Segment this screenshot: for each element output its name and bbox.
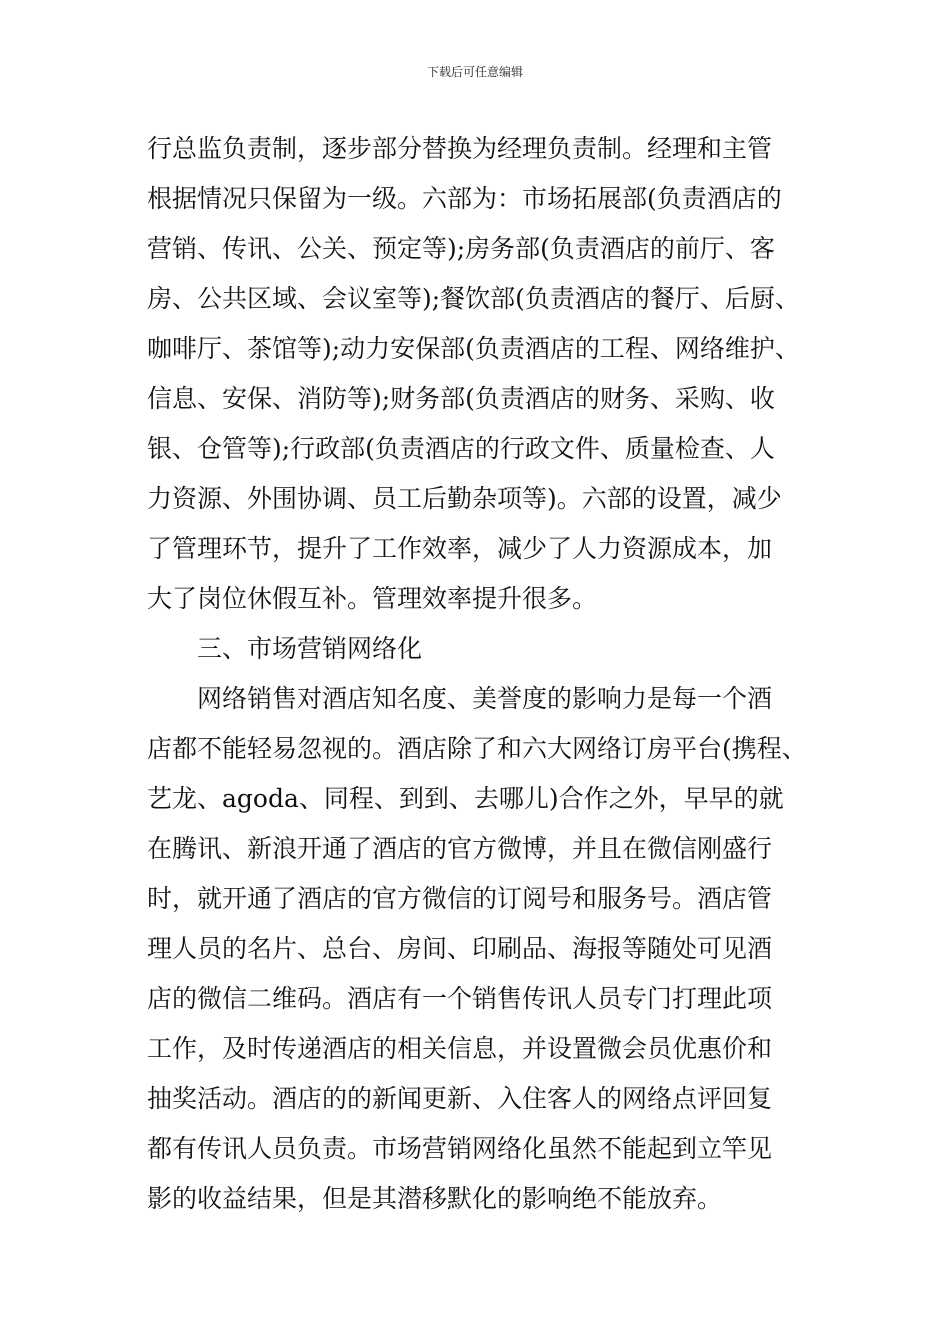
text-line: 信息、安保、消防等);财务部(负责酒店的财务、采购、收 xyxy=(147,384,775,413)
text-line: 房、公共区域、会议室等);餐饮部(负责酒店的餐厅、后厨、 xyxy=(147,284,800,313)
text-line: 时，就开通了酒店的官方微信的订阅号和服务号。酒店管 xyxy=(147,884,773,913)
text-line: 营销、传讯、公关、预定等);房务部(负责酒店的前厅、客 xyxy=(147,234,775,263)
section-heading: 三、市场营销网络化 xyxy=(197,634,423,663)
paragraph-first-line: 网络销售对酒店知名度、美誉度的影响力是每一个酒 xyxy=(197,684,773,713)
text-line: 了管理环节，提升了工作效率，减少了人力资源成本，加 xyxy=(147,534,773,563)
text-line: 工作，及时传递酒店的相关信息，并设置微会员优惠价和 xyxy=(147,1034,773,1063)
text-line: 咖啡厅、茶馆等);动力安保部(负责酒店的工程、网络维护、 xyxy=(147,334,800,363)
text-line: 在腾讯、新浪开通了酒店的官方微博，并且在微信刚盛行 xyxy=(147,834,773,863)
text-line: 理人员的名片、总台、房间、印刷品、海报等随处可见酒 xyxy=(147,934,773,963)
document-body xyxy=(147,124,815,1224)
text-line: 大了岗位休假互补。管理效率提升很多。 xyxy=(147,584,598,613)
page-header: 下载后可任意编辑 xyxy=(426,65,523,79)
text-line: 影的收益结果，但是其潜移默化的影响绝不能放弃。 xyxy=(147,1184,723,1213)
text-line: 艺龙、agoda、同程、到到、去哪儿)合作之外，早早的就 xyxy=(147,784,784,813)
text-line: 抽奖活动。酒店的的新闻更新、入住客人的网络点评回复 xyxy=(147,1084,773,1113)
text-line: 力资源、外围协调、员工后勤杂项等)。六部的设置，减少 xyxy=(147,484,782,513)
text-line: 行总监负责制，逐步部分替换为经理负责制。经理和主管 xyxy=(147,134,773,163)
text-line: 银、仓管等);行政部(负责酒店的行政文件、质量检查、人 xyxy=(147,434,775,463)
text-line: 店的微信二维码。酒店有一个销售传讯人员专门打理此项 xyxy=(147,984,773,1013)
text-line: 都有传讯人员负责。市场营销网络化虽然不能起到立竿见 xyxy=(147,1134,773,1163)
text-line: 店都不能轻易忽视的。酒店除了和六大网络订房平台(携程、 xyxy=(147,734,807,763)
text-line: 根据情况只保留为一级。六部为：市场拓展部(负责酒店的 xyxy=(147,184,782,213)
